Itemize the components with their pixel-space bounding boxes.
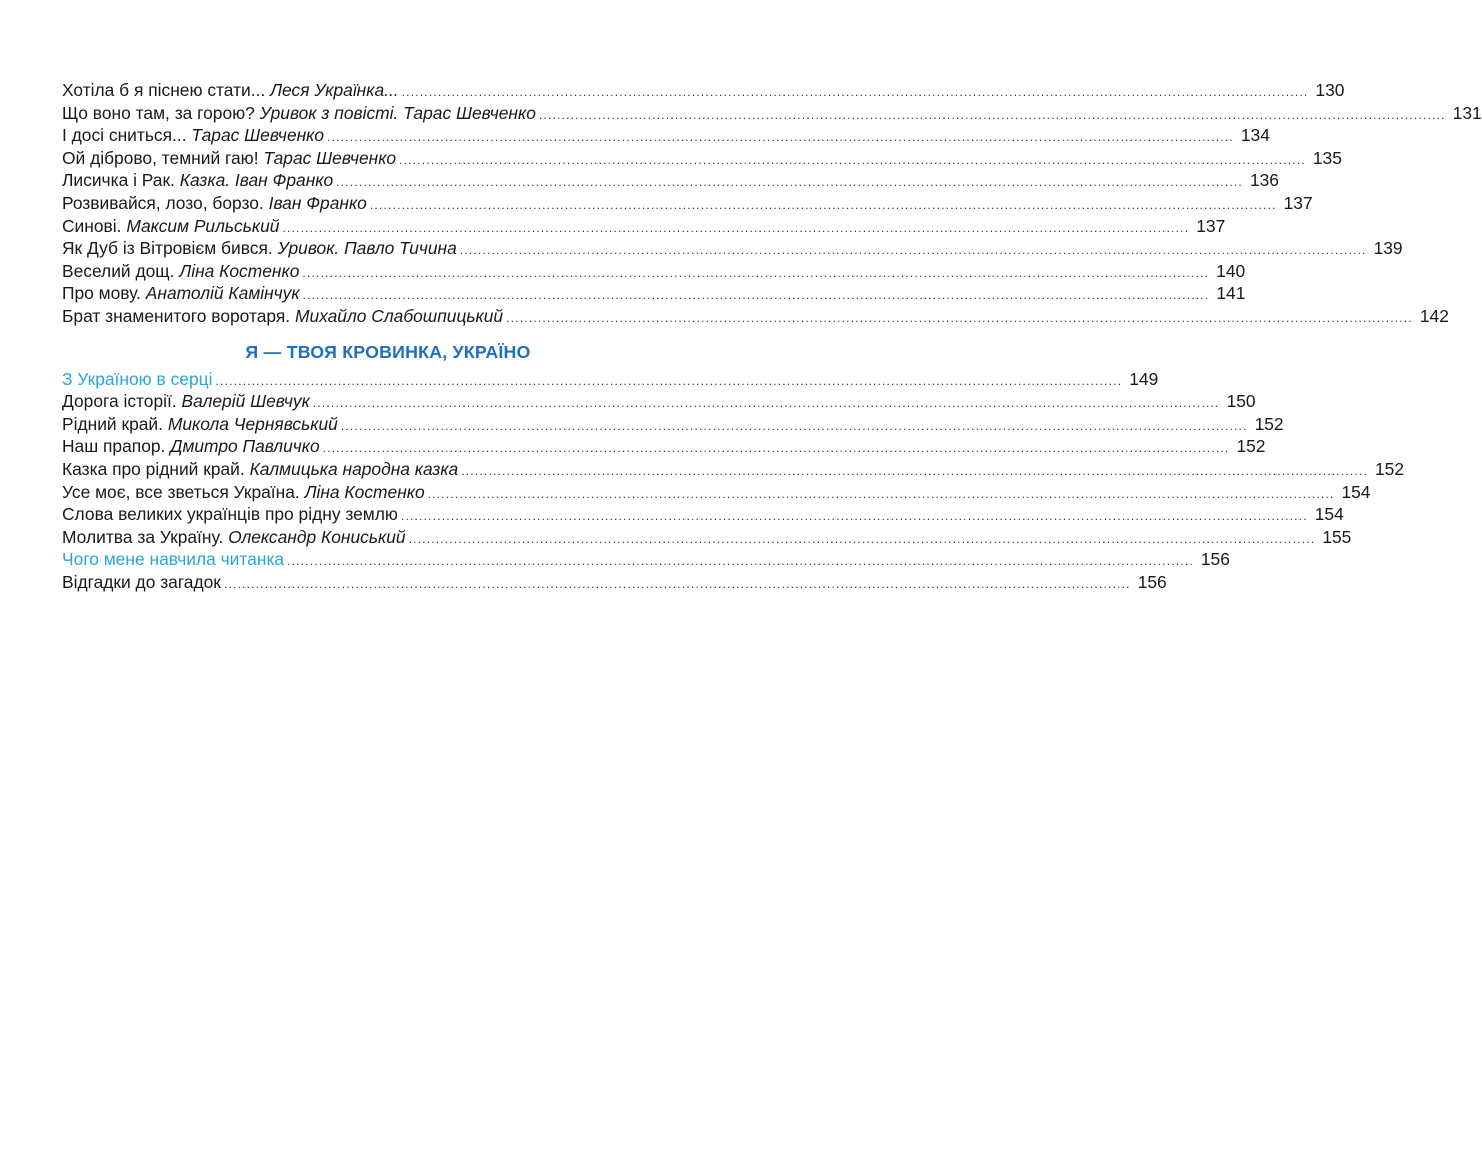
dot-leader: ........................................................................................................................................................................................................: [302, 288, 1210, 303]
toc-entry[interactable]: [62, 571, 1167, 594]
entry-page-number: 154: [1341, 481, 1371, 502]
dot-leader: ........................................................................................................................................................................................................: [427, 486, 1335, 501]
entry-author: Іван Франко: [268, 192, 367, 213]
entry-title: Відгадки до загадок: [62, 571, 221, 592]
entry-page-number: 130: [1315, 80, 1345, 100]
entry-author: Калмицька народна казка: [249, 458, 459, 479]
entry-title: Молитва за Україну.: [62, 526, 224, 547]
entry-author: Максим Рильський: [126, 215, 280, 236]
entry-author: Ліна Костенко: [179, 260, 300, 281]
dot-leader: ........................................................................................................................................................................................................: [302, 265, 1210, 280]
dot-leader: ........................................................................................................................................................................................................: [287, 554, 1194, 569]
toc-entry[interactable]: [62, 124, 1270, 147]
entry-author: Анатолій Камінчук: [145, 283, 300, 304]
dot-leader: ........................................................................................................................................................................................................: [322, 441, 1230, 456]
entry-title: Синові.: [62, 215, 122, 236]
toc-entry[interactable]: [62, 215, 1226, 238]
entry-title: Що воно там, за горою?: [62, 102, 255, 123]
entry-page-number: 156: [1200, 549, 1230, 570]
entry-title: Слова великих українців про рідну землю: [62, 504, 398, 525]
entry-title: Хотіла б я піснею стати...: [62, 80, 266, 100]
dot-leader: ........................................................................................................................................................................................................: [400, 509, 1308, 524]
dot-leader: ........................................................................................................................................................................................................: [408, 531, 1316, 546]
entry-page-number: 131: [1452, 102, 1482, 123]
entry-author: Тарас Шевченко: [191, 125, 325, 146]
dot-leader: ........................................................................................................................................................................................................: [215, 373, 1123, 388]
dot-leader: ........................................................................................................................................................................................................: [282, 220, 1190, 235]
entry-author: Уривок. Павло Тичина: [277, 238, 457, 259]
entry-title: Казка про рідний край.: [62, 458, 245, 479]
toc-entry[interactable]: [62, 503, 1344, 526]
dot-leader: ........................................................................................................................................................................................................: [401, 85, 1309, 99]
entry-page-number: 152: [1236, 436, 1266, 457]
entry-page-number: 135: [1312, 147, 1342, 168]
entry-page-number: 139: [1373, 238, 1403, 259]
entry-title: Брат знаменитого воротаря.: [62, 305, 291, 326]
entry-title: Наш прапор.: [62, 436, 166, 457]
toc-entry[interactable]: [62, 481, 1371, 504]
toc-entry[interactable]: [62, 192, 1313, 215]
entry-author: Олександр Кониський: [228, 526, 406, 547]
entry-page-number: 142: [1419, 305, 1449, 326]
toc-entry[interactable]: [62, 237, 1403, 260]
toc-entry[interactable]: [62, 390, 1256, 413]
entry-title: Чого мене навчила читанка: [62, 549, 285, 570]
entry-author: Микола Чернявський: [167, 413, 338, 434]
entry-title: Розвивайся, лозо, борзо.: [62, 192, 264, 213]
dot-leader: ........................................................................................................................................................................................................: [336, 175, 1243, 190]
entry-author: Казка. Іван Франко: [179, 170, 334, 191]
dot-leader: ........................................................................................................................................................................................................: [327, 130, 1234, 145]
toc-entry[interactable]: [62, 548, 1230, 571]
toc-entry[interactable]: [62, 102, 1482, 125]
dot-leader: ........................................................................................................................................................................................................: [340, 418, 1248, 433]
entry-title: Рідний край.: [62, 413, 163, 434]
toc-entry[interactable]: [62, 413, 1284, 436]
entry-title: З Україною в серці: [62, 368, 213, 389]
entry-title: Як Дуб із Вітровієм бився.: [62, 238, 273, 259]
entry-author: Михайло Слабошпицький: [294, 305, 504, 326]
toc-entry[interactable]: [62, 282, 1246, 305]
toc-entry[interactable]: [62, 79, 1345, 102]
entry-page-number: 137: [1283, 192, 1313, 213]
entry-page-number: 152: [1375, 458, 1405, 479]
toc-entry[interactable]: [62, 368, 1159, 391]
entry-title: Усе моє, все зветься Україна.: [62, 481, 300, 502]
dot-leader: ........................................................................................................................................................................................................: [459, 243, 1367, 258]
entry-title: Веселий дощ.: [62, 260, 175, 281]
dot-leader: ........................................................................................................................................................................................................: [461, 463, 1369, 478]
dot-leader: ........................................................................................................................................................................................................: [399, 152, 1306, 167]
entry-page-number: 140: [1216, 260, 1246, 281]
entry-author: Уривок з повісті. Тарас Шевченко: [259, 102, 536, 123]
toc-entry[interactable]: [62, 169, 1279, 192]
entry-title: Лисичка і Рак.: [62, 170, 175, 191]
dot-leader: ........................................................................................................................................................................................................: [312, 396, 1220, 411]
dot-leader: ........................................................................................................................................................................................................: [538, 107, 1446, 122]
entry-page-number: 152: [1254, 413, 1284, 434]
toc-entry[interactable]: [62, 526, 1352, 549]
dot-leader: ........................................................................................................................................................................................................: [369, 197, 1277, 212]
entry-title: І досі сниться...: [62, 125, 187, 146]
dot-leader: ........................................................................................................................................................................................................: [506, 310, 1413, 325]
toc-entry[interactable]: [62, 260, 1246, 283]
entry-author: Леся Українка...: [270, 80, 399, 100]
entry-page-number: 150: [1226, 391, 1256, 412]
toc-entry[interactable]: [62, 458, 1405, 481]
entry-title: Дорога історії.: [62, 391, 177, 412]
entry-page-number: 134: [1240, 125, 1270, 146]
section-heading: Я — ТВОЯ КРОВИНКА, УКРАЇНО: [245, 341, 531, 362]
toc-entry[interactable]: [62, 435, 1266, 458]
dot-leader: ........................................................................................................................................................................................................: [223, 576, 1131, 591]
entry-author: Дмитро Павличко: [170, 436, 320, 457]
entry-title: Ой діброво, темний гаю!: [62, 147, 259, 168]
toc-entry[interactable]: [62, 147, 1342, 170]
entry-author: Тарас Шевченко: [263, 147, 397, 168]
toc-entry[interactable]: [62, 305, 1449, 328]
entry-page-number: 155: [1322, 526, 1352, 547]
entry-page-number: 149: [1129, 368, 1159, 389]
entry-page-number: 154: [1314, 504, 1344, 525]
entry-page-number: 156: [1137, 571, 1167, 592]
table-of-contents: [62, 79, 1482, 593]
entry-page-number: 137: [1196, 215, 1226, 236]
entry-author: Валерій Шевчук: [181, 391, 310, 412]
entry-author: Ліна Костенко: [304, 481, 425, 502]
entry-title: Про мову.: [62, 283, 141, 304]
entry-page-number: 141: [1216, 283, 1246, 304]
entry-page-number: 136: [1249, 170, 1279, 191]
